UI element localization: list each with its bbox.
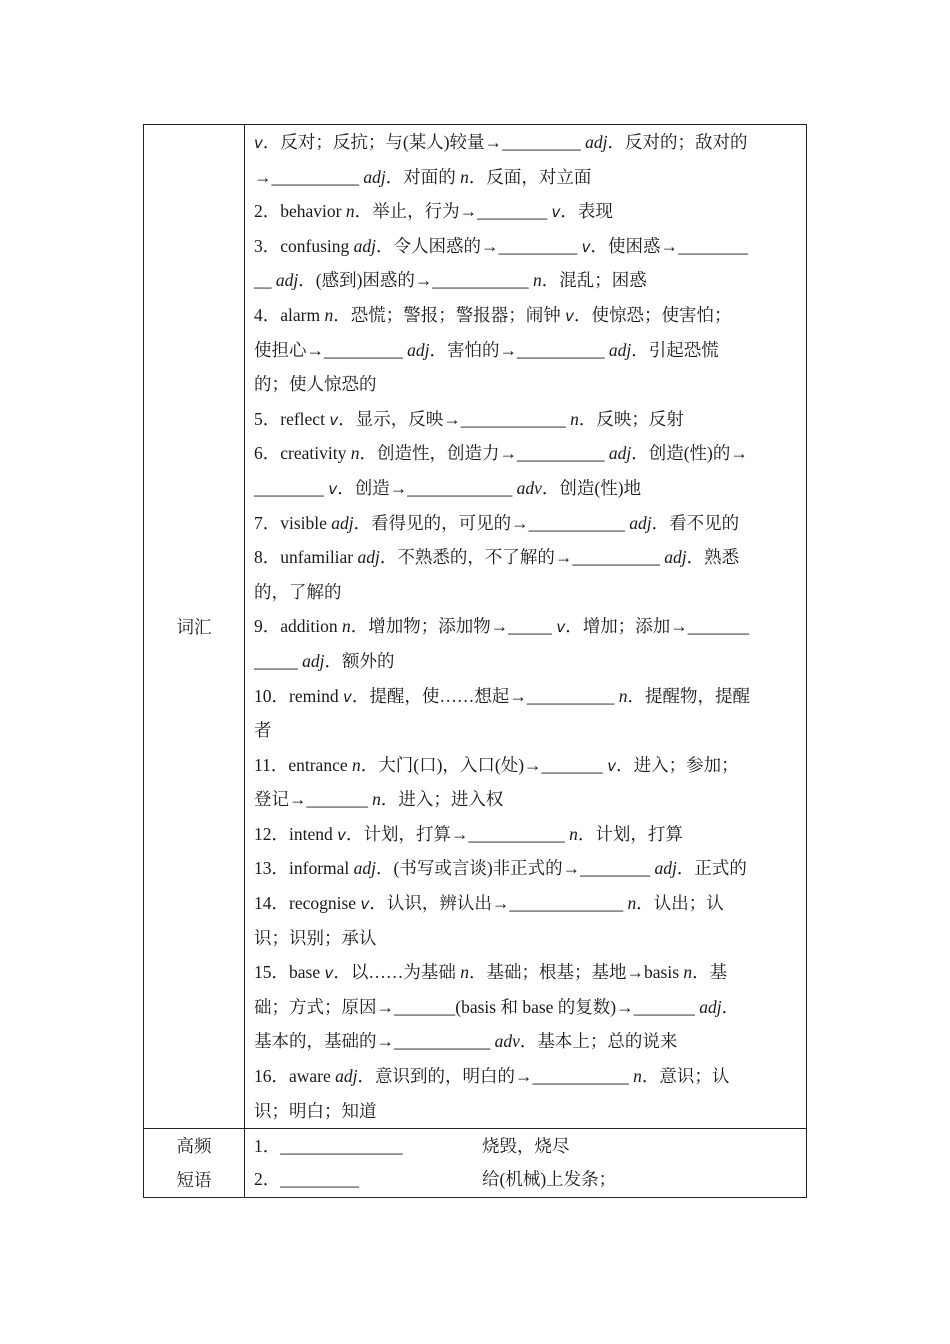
part-of-speech: v: [565, 306, 574, 325]
vocab-line: [254, 1059, 800, 1094]
vocab-line: [254, 679, 800, 714]
phrase-category-cell: [144, 1129, 245, 1198]
vocab-line: [254, 713, 800, 748]
part-of-speech: adj: [335, 1066, 358, 1087]
vocab-text: ．大门(口)，入口(处)→_______: [360, 754, 608, 775]
phrase-item: [254, 1163, 800, 1196]
vocab-line: [254, 160, 800, 195]
phrase-category-label-2: 短语: [176, 1170, 212, 1191]
vocab-text: ．进入；参加；: [616, 754, 739, 775]
vocab-text: ．熟悉: [686, 547, 740, 568]
vocab-text: 13．informal: [254, 858, 354, 879]
part-of-speech: n: [345, 201, 355, 222]
vocab-text: 10．remind: [254, 685, 343, 706]
part-of-speech: v: [328, 479, 338, 498]
vocab-text: ．害怕的→__________: [429, 339, 609, 360]
part-of-speech: v: [329, 410, 339, 429]
phrase-row: [144, 1129, 807, 1198]
vocab-line: [254, 1094, 800, 1129]
vocab-text: ．反面，对立面: [468, 166, 592, 187]
part-of-speech: adj: [585, 132, 608, 152]
phrase-meaning: 给(机械)上发条；: [482, 1169, 617, 1190]
vocab-text: 5．reflect: [254, 408, 330, 429]
part-of-speech: v: [556, 618, 566, 637]
vocab-line: [254, 1024, 800, 1059]
vocab-text: ．看得见的，可见的→___________: [353, 512, 630, 533]
vocab-text: ．以……为基础: [333, 962, 461, 983]
vocab-text: ．反对的；敌对的: [607, 132, 748, 152]
part-of-speech: n: [460, 962, 469, 983]
vocab-text: 14．recognise: [254, 893, 361, 914]
part-of-speech: adj: [331, 512, 354, 533]
vocab-text: ．使困惑→________: [590, 235, 749, 256]
vocab-text: ．增加物；添加物→_____: [350, 616, 557, 637]
part-of-speech: adj: [699, 996, 722, 1017]
part-of-speech: n: [460, 166, 469, 187]
part-of-speech: adv: [494, 1031, 520, 1052]
vocab-text: ．举止，行为→________: [354, 201, 552, 222]
vocab-text: 15．base: [254, 962, 325, 983]
vocab-text: ．意识到的，明白的→___________: [357, 1066, 634, 1087]
vocab-text: ________: [254, 477, 329, 498]
vocab-text: __: [254, 270, 276, 291]
part-of-speech: adv: [516, 477, 542, 498]
part-of-speech: adj: [353, 858, 377, 879]
vocab-line: [254, 748, 800, 783]
vocab-text: ．提醒，使……想起→__________: [351, 685, 619, 706]
phrase-blank: 2．_________: [254, 1169, 359, 1190]
part-of-speech: adj: [608, 443, 632, 464]
vocab-line: [254, 436, 800, 471]
part-of-speech: n: [533, 270, 542, 291]
phrase-item: [254, 1130, 800, 1163]
vocab-line: [254, 782, 800, 817]
vocab-line: [254, 402, 800, 437]
part-of-speech: n: [352, 754, 361, 775]
vocab-text: 12．intend: [254, 823, 338, 844]
part-of-speech: n: [324, 304, 334, 325]
vocab-text: 16．aware: [254, 1066, 336, 1087]
vocab-text: ．令人困惑的→_________: [376, 235, 582, 256]
vocab-text: ．反对；反抗；与(某人)较量→_________: [262, 132, 586, 152]
vocab-text: ．认出；认: [636, 893, 724, 914]
part-of-speech: adj: [353, 235, 377, 256]
vocab-text: ．: [721, 996, 740, 1017]
part-of-speech: n: [372, 789, 381, 810]
vocab-row: [144, 125, 807, 1129]
part-of-speech: n: [350, 443, 360, 464]
vocab-category-cell: [144, 125, 245, 1129]
vocab-text: 的；使人惊恐的: [254, 374, 377, 395]
vocab-text: _____: [254, 650, 303, 671]
vocab-text: →__________: [254, 166, 364, 187]
vocab-text: ．意识；认: [641, 1066, 730, 1087]
vocab-content-cell: [245, 125, 807, 1129]
part-of-speech: n: [341, 616, 351, 637]
vocab-line: [254, 575, 800, 610]
part-of-speech: n: [683, 962, 693, 983]
phrase-content-cell: [245, 1129, 807, 1198]
vocab-text: 基本的，基础的→___________: [254, 1031, 495, 1052]
vocab-text: 8．unfamiliar: [254, 547, 358, 568]
part-of-speech: v: [581, 237, 591, 256]
part-of-speech: adj: [275, 270, 299, 291]
vocab-text: 11．entrance: [254, 754, 352, 775]
part-of-speech: v: [342, 687, 352, 706]
vocab-text: 识；明白；知道: [254, 1100, 377, 1121]
vocab-text: ．提醒物，提醒: [627, 685, 750, 706]
vocab-line: [254, 644, 800, 679]
vocab-text: ．显示，反映→____________: [338, 408, 571, 429]
part-of-speech: adj: [302, 650, 325, 671]
vocab-line: [254, 609, 800, 644]
vocab-text: ．基: [692, 962, 728, 983]
part-of-speech: v: [254, 134, 263, 152]
vocab-text: ．基本上；总的说来: [519, 1031, 678, 1052]
vocab-text: ．反映；反射: [578, 408, 684, 429]
vocab-text: ．创造→____________: [337, 477, 517, 498]
part-of-speech: adj: [357, 547, 380, 568]
vocab-text: ．(书写或言谈)非正式的→________: [376, 858, 655, 879]
vocab-text: ．恐慌；警报；警报器；闹钟: [333, 304, 566, 325]
part-of-speech: v: [360, 895, 370, 914]
part-of-speech: n: [633, 1066, 642, 1087]
vocab-text: 者: [254, 720, 272, 741]
vocab-line: [254, 506, 800, 541]
vocab-line: [254, 194, 800, 229]
vocab-line: [254, 333, 800, 368]
part-of-speech: n: [569, 823, 578, 844]
vocab-text: 9．addition: [254, 616, 342, 637]
vocab-text: ．创造(性)的→: [631, 443, 748, 464]
vocab-text: ．引起恐慌: [631, 339, 719, 360]
vocab-category-label: 词汇: [176, 616, 212, 637]
vocab-line: [254, 263, 800, 298]
vocab-text: ．正式的: [676, 858, 747, 879]
vocab-text: 识；识别；承认: [254, 927, 377, 948]
vocab-line: [254, 851, 800, 886]
vocab-text: 3．confusing: [254, 235, 354, 256]
vocab-text: ．不熟悉的，不了解的→__________: [379, 547, 665, 568]
vocab-text: ．计划，打算: [577, 823, 683, 844]
vocab-text: ．创造(性)地: [541, 477, 642, 498]
vocab-line: [254, 955, 800, 990]
vocab-line: [254, 298, 800, 333]
vocab-text: ．对面的: [385, 166, 461, 187]
vocab-text: ．看不见的: [651, 512, 740, 533]
part-of-speech: adj: [654, 858, 677, 879]
part-of-speech: v: [324, 964, 334, 983]
vocab-text: 7．visible: [254, 512, 332, 533]
part-of-speech: adj: [363, 166, 386, 187]
vocab-line: [254, 990, 800, 1025]
vocab-line: [254, 229, 800, 264]
phrase-blank: 1．______________: [254, 1136, 403, 1157]
vocabulary-table: [143, 124, 807, 1198]
part-of-speech: n: [618, 685, 628, 706]
vocab-text: ．基础；根基；基地→basis: [469, 962, 684, 983]
vocab-line: [254, 817, 800, 852]
vocab-line: [254, 886, 800, 921]
part-of-speech: n: [570, 408, 579, 429]
vocab-line: [254, 471, 800, 506]
vocab-text: 使担心→_________: [254, 339, 408, 360]
vocab-text: ．表现: [560, 201, 613, 222]
vocab-line: [254, 921, 800, 956]
part-of-speech: adj: [664, 547, 687, 568]
part-of-speech: adj: [629, 512, 652, 533]
vocab-text: 4．alarm: [254, 304, 325, 325]
vocab-line: [254, 125, 800, 160]
part-of-speech: v: [607, 756, 617, 775]
vocab-text: ．进入；进入权: [380, 789, 504, 810]
vocab-line: [254, 367, 800, 402]
vocab-text: 6．creativity: [254, 443, 351, 464]
phrase-category-label-1: 高频: [176, 1136, 212, 1157]
vocab-text: ．增加；添加→_______: [565, 616, 749, 637]
vocab-text: 登记→_______: [254, 789, 373, 810]
part-of-speech: adj: [608, 339, 632, 360]
part-of-speech: v: [551, 203, 561, 222]
part-of-speech: adj: [407, 339, 430, 360]
vocab-text: ．额外的: [324, 650, 395, 671]
vocab-text: ．认识，辨认出→_____________: [369, 893, 628, 914]
vocab-text: ．创造性，创造力→__________: [359, 443, 609, 464]
vocab-text: ．(感到)困惑的→___________: [298, 270, 534, 291]
part-of-speech: n: [627, 893, 637, 914]
vocab-text: ．混乱；困惑: [541, 270, 647, 291]
vocab-line: [254, 540, 800, 575]
part-of-speech: v: [337, 825, 347, 844]
vocab-text: 的，了解的: [254, 581, 342, 602]
phrase-meaning: 烧毁，烧尽: [482, 1136, 570, 1157]
vocab-text: ．使惊恐；使害怕；: [573, 304, 732, 325]
vocab-text: 础；方式；原因→_______(basis 和 base 的复数)→_______: [254, 996, 700, 1017]
vocab-text: 2．behavior: [254, 201, 346, 222]
vocab-text: ．计划，打算→___________: [346, 823, 570, 844]
